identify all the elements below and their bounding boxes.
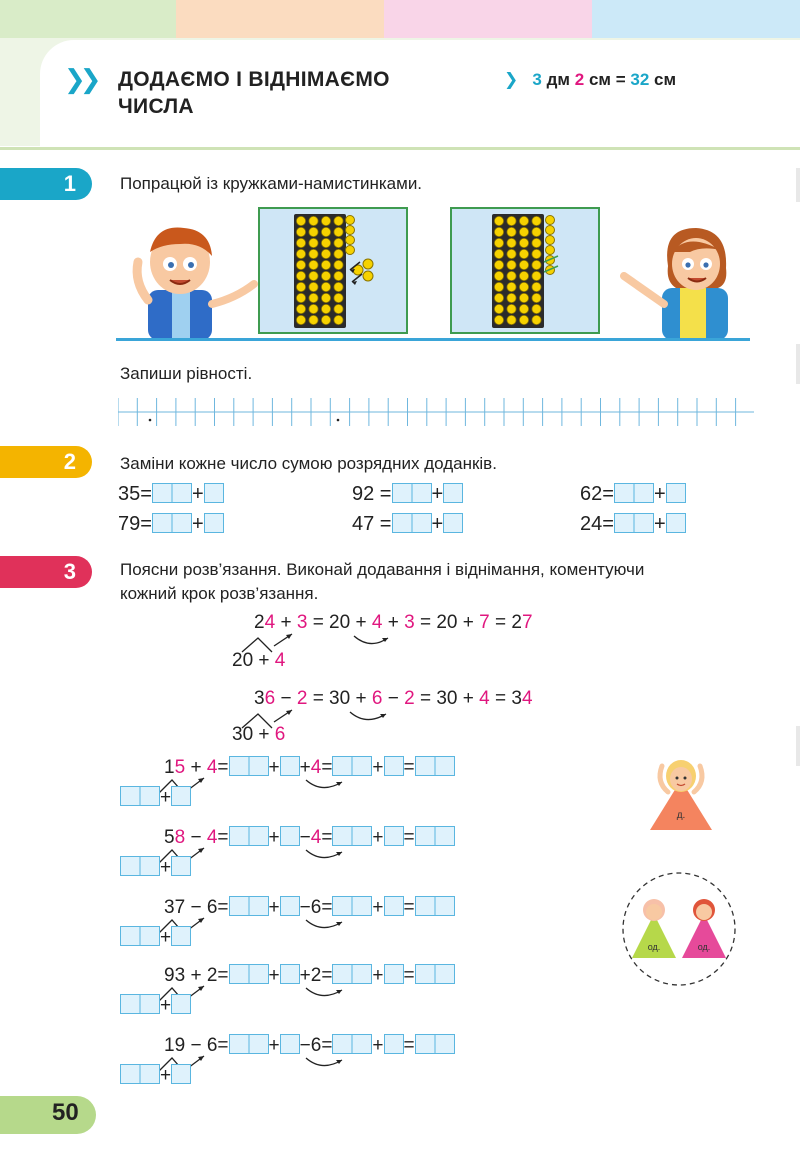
- answer-box[interactable]: [384, 1034, 404, 1054]
- bead: [309, 293, 318, 302]
- bead: [321, 271, 330, 280]
- answer-box[interactable]: [443, 513, 463, 533]
- bead: [532, 227, 541, 236]
- bead: [532, 293, 541, 302]
- bead: [507, 293, 516, 302]
- decompose-row: 24= +: [580, 513, 686, 536]
- bead: [321, 249, 330, 258]
- double-chevron-icon: ❯❯: [64, 64, 96, 94]
- bead: [519, 315, 528, 324]
- bead: [309, 238, 318, 247]
- color-strip-green: [0, 0, 176, 38]
- split-boxes: +: [120, 856, 191, 879]
- answer-box[interactable]: [171, 994, 191, 1014]
- page-number: 50: [52, 1099, 79, 1126]
- bead: [334, 304, 343, 313]
- answer-box[interactable]: [332, 826, 372, 846]
- answer-box[interactable]: [415, 896, 455, 916]
- answer-box[interactable]: [384, 964, 404, 984]
- bead: [309, 227, 318, 236]
- worked-example-1: 24 + 3 = 20 + 4 + 3 = 20 + 7 = 27: [254, 612, 533, 633]
- answer-box[interactable]: [120, 856, 160, 876]
- bead: [309, 249, 318, 258]
- units-dolls-circle: [618, 868, 740, 990]
- practice-problem: 93 + 2= + +2= + =: [164, 964, 455, 987]
- bead: [321, 260, 330, 269]
- answer-box[interactable]: [204, 513, 224, 533]
- bead: [309, 260, 318, 269]
- bead: [296, 282, 305, 291]
- answer-box[interactable]: [229, 826, 269, 846]
- answer-box[interactable]: [152, 513, 192, 533]
- bead: [519, 227, 528, 236]
- answer-box[interactable]: [666, 483, 686, 503]
- chevron-right-icon: ❯: [504, 70, 519, 89]
- svg-text:од.: од.: [697, 942, 711, 952]
- bead: [519, 260, 528, 269]
- bead: [309, 315, 318, 324]
- answer-box[interactable]: [229, 896, 269, 916]
- bead: [532, 249, 541, 258]
- answer-box[interactable]: [415, 826, 455, 846]
- bead: [519, 271, 528, 280]
- bead: [334, 227, 343, 236]
- side-tab: [796, 726, 800, 766]
- answer-box[interactable]: [229, 1034, 269, 1054]
- answer-box[interactable]: [392, 513, 432, 533]
- tens-doll-icon: [644, 752, 718, 832]
- bead: [507, 304, 516, 313]
- bead: [507, 227, 516, 236]
- bead: [334, 249, 343, 258]
- decompose-row: 92 = +: [352, 483, 463, 506]
- answer-box[interactable]: [120, 926, 160, 946]
- answer-box[interactable]: [415, 1034, 455, 1054]
- bead: [507, 260, 516, 269]
- svg-text:од.: од.: [647, 942, 661, 952]
- bead: [309, 282, 318, 291]
- bead: [321, 216, 330, 225]
- bead: [532, 315, 541, 324]
- bead: [321, 282, 330, 291]
- bead: [334, 238, 343, 247]
- bead: [309, 304, 318, 313]
- decompose-row: 35= +: [118, 483, 224, 506]
- bead: [321, 238, 330, 247]
- answer-box[interactable]: [415, 756, 455, 776]
- decompose-row: 62= +: [580, 483, 686, 506]
- worked-example-2: 36 − 2 = 30 + 6 − 2 = 30 + 4 = 34: [254, 688, 533, 709]
- worked-example-2-split: 30 + 6: [232, 724, 286, 745]
- bead: [532, 271, 541, 280]
- bead: [296, 227, 305, 236]
- answer-box[interactable]: [384, 756, 404, 776]
- bead: [494, 271, 503, 280]
- bead: [532, 238, 541, 247]
- bead: [507, 271, 516, 280]
- bead: [494, 293, 503, 302]
- header-divider: [0, 147, 800, 150]
- answer-box[interactable]: [332, 896, 372, 916]
- bead: [494, 227, 503, 236]
- answer-box[interactable]: [614, 513, 654, 533]
- task-number-badge: 1: [0, 168, 92, 200]
- task3-instruction: Поясни розв’язання. Виконай додавання і віднімання, коментуючи кожний крок розв’язання.: [120, 560, 645, 603]
- side-tab: [796, 168, 800, 202]
- answer-box[interactable]: [666, 513, 686, 533]
- boy-illustration: [126, 222, 266, 340]
- bead: [309, 271, 318, 280]
- bead: [519, 282, 528, 291]
- answer-box[interactable]: [229, 964, 269, 984]
- answer-box[interactable]: [171, 1064, 191, 1084]
- svg-text:д.: д.: [676, 810, 686, 821]
- page-number-tab: [0, 1096, 96, 1134]
- answer-box[interactable]: [229, 756, 269, 776]
- bead: [334, 315, 343, 324]
- bead: [494, 304, 503, 313]
- bead: [296, 260, 305, 269]
- answer-box[interactable]: [415, 964, 455, 984]
- answer-box[interactable]: [384, 826, 404, 846]
- decompose-row: 79= +: [118, 513, 224, 536]
- bead: [321, 315, 330, 324]
- answer-box[interactable]: [120, 994, 160, 1014]
- bead: [494, 260, 503, 269]
- write-equations-label: Запиши рівності.: [120, 364, 253, 383]
- bead: [532, 216, 541, 225]
- answer-box[interactable]: [392, 483, 432, 503]
- color-strip-orange: [176, 0, 384, 38]
- bead: [494, 315, 503, 324]
- bead: [507, 249, 516, 258]
- bead: [519, 249, 528, 258]
- bead: [507, 216, 516, 225]
- bead: [334, 271, 343, 280]
- bead: [321, 293, 330, 302]
- bead: [309, 216, 318, 225]
- units-equation: ❯ 3 дм 2 см = 32 см: [504, 70, 677, 89]
- answer-box[interactable]: [332, 964, 372, 984]
- color-strip-blue: [592, 0, 800, 38]
- girl-illustration: [618, 222, 750, 340]
- answer-box[interactable]: [384, 896, 404, 916]
- bead: [296, 216, 305, 225]
- bead: [334, 216, 343, 225]
- bead: [321, 227, 330, 236]
- page-title: ДОДАЄМО І ВІДНІМАЄМО ЧИСЛА: [118, 68, 390, 118]
- answer-box[interactable]: [280, 756, 300, 776]
- bead: [519, 238, 528, 247]
- split-boxes: +: [120, 994, 191, 1017]
- answer-box[interactable]: [152, 483, 192, 503]
- bead: [532, 304, 541, 313]
- practice-problem: 15 + 4= + +4= + =: [164, 756, 455, 779]
- bead: [334, 260, 343, 269]
- bead: [321, 304, 330, 313]
- practice-problem: 58 − 4= + −4= + =: [164, 826, 455, 849]
- bead: [532, 282, 541, 291]
- bead: [507, 315, 516, 324]
- bead: [334, 293, 343, 302]
- bead: [519, 293, 528, 302]
- bead: [296, 304, 305, 313]
- task-number-badge: 3: [0, 556, 92, 588]
- writing-grid[interactable]: [118, 398, 754, 426]
- practice-problem: 37 − 6= + −6= + =: [164, 896, 455, 919]
- bead: [296, 238, 305, 247]
- side-tab: [796, 344, 800, 384]
- answer-box[interactable]: [120, 786, 160, 806]
- bead: [494, 238, 503, 247]
- bead: [494, 216, 503, 225]
- task-number-badge: 2: [0, 446, 92, 478]
- bead: [507, 282, 516, 291]
- answer-box[interactable]: [171, 856, 191, 876]
- split-boxes: +: [120, 786, 191, 809]
- bead: [494, 282, 503, 291]
- bead-rack-1: [294, 214, 384, 328]
- answer-box[interactable]: [332, 756, 372, 776]
- bead: [296, 249, 305, 258]
- bead: [507, 238, 516, 247]
- answer-box[interactable]: [171, 786, 191, 806]
- bead: [296, 271, 305, 280]
- bead: [296, 293, 305, 302]
- bead-rack-2: [492, 214, 572, 328]
- bead: [494, 249, 503, 258]
- answer-box[interactable]: [332, 1034, 372, 1054]
- answer-box[interactable]: [171, 926, 191, 946]
- task2-instruction: Заміни кожне число сумою розрядних доданків.: [120, 454, 497, 473]
- split-boxes: +: [120, 1064, 191, 1087]
- bead: [334, 282, 343, 291]
- answer-box[interactable]: [280, 826, 300, 846]
- answer-box[interactable]: [280, 896, 300, 916]
- bead: [519, 216, 528, 225]
- illustration-floor-line: [116, 338, 750, 341]
- decompose-row: 47 = +: [352, 513, 463, 536]
- practice-problem: 19 − 6= + −6= + =: [164, 1034, 455, 1057]
- answer-box[interactable]: [280, 1034, 300, 1054]
- answer-box[interactable]: [280, 964, 300, 984]
- worked-example-1-split: 20 + 4: [232, 650, 286, 671]
- answer-box[interactable]: [120, 1064, 160, 1084]
- color-strip-pink: [384, 0, 592, 38]
- split-boxes: +: [120, 926, 191, 949]
- answer-box[interactable]: [443, 483, 463, 503]
- bead: [296, 315, 305, 324]
- task1-instruction: Попрацюй із кружками-намистинками.: [120, 174, 423, 193]
- bead: [519, 304, 528, 313]
- bead: [532, 260, 541, 269]
- answer-box[interactable]: [204, 483, 224, 503]
- answer-box[interactable]: [614, 483, 654, 503]
